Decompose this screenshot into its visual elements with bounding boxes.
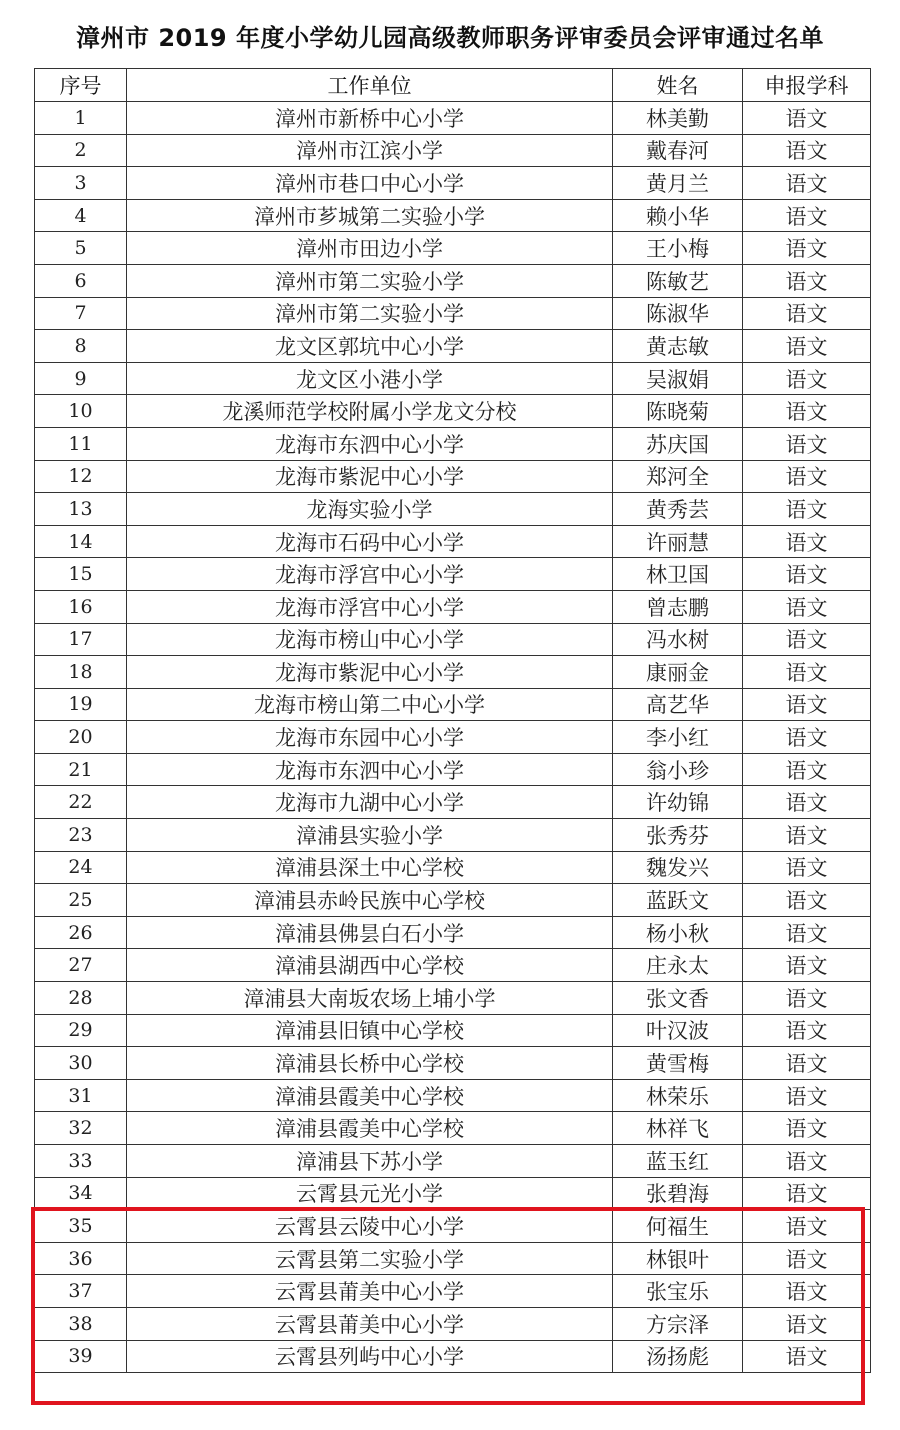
subject-cell: 语文 xyxy=(743,1340,871,1373)
teacher-name-cell: 赖小华 xyxy=(613,199,743,232)
serial-number-cell: 10 xyxy=(35,395,127,428)
subject-cell: 语文 xyxy=(743,753,871,786)
table-row xyxy=(35,656,871,689)
teacher-name-cell: 曾志鹏 xyxy=(613,590,743,623)
serial-number-cell: 14 xyxy=(35,525,127,558)
subject-cell: 语文 xyxy=(743,1275,871,1308)
subject-cell: 语文 xyxy=(743,525,871,558)
work-unit-cell: 漳浦县湖西中心学校 xyxy=(127,949,613,982)
teacher-name-cell: 林卫国 xyxy=(613,558,743,591)
subject-cell: 语文 xyxy=(743,884,871,917)
table-row xyxy=(35,688,871,721)
serial-number-cell: 17 xyxy=(35,623,127,656)
teacher-name-cell: 张碧海 xyxy=(613,1177,743,1210)
subject-cell: 语文 xyxy=(743,1145,871,1178)
work-unit-cell: 云霄县第二实验小学 xyxy=(127,1242,613,1275)
teacher-name-cell: 翁小珍 xyxy=(613,753,743,786)
subject-cell: 语文 xyxy=(743,167,871,200)
table-row xyxy=(35,1275,871,1308)
table-row xyxy=(35,1340,871,1373)
teacher-name-cell: 王小梅 xyxy=(613,232,743,265)
table-row xyxy=(35,1177,871,1210)
work-unit-cell: 漳浦县赤岭民族中心学校 xyxy=(127,884,613,917)
work-unit-cell: 漳浦县霞美中心学校 xyxy=(127,1079,613,1112)
serial-number-cell: 4 xyxy=(35,199,127,232)
teacher-name-cell: 康丽金 xyxy=(613,656,743,689)
work-unit-cell: 龙海市石码中心小学 xyxy=(127,525,613,558)
serial-number-cell: 33 xyxy=(35,1145,127,1178)
table-row xyxy=(35,134,871,167)
table-row xyxy=(35,558,871,591)
header-subject: 申报学科 xyxy=(743,69,871,102)
work-unit-cell: 漳浦县佛昙白石小学 xyxy=(127,916,613,949)
table-row xyxy=(35,721,871,754)
table-row xyxy=(35,819,871,852)
subject-cell: 语文 xyxy=(743,1177,871,1210)
work-unit-cell: 漳州市巷口中心小学 xyxy=(127,167,613,200)
work-unit-cell: 龙海市浮宫中心小学 xyxy=(127,558,613,591)
subject-cell: 语文 xyxy=(743,199,871,232)
teacher-name-cell: 陈晓菊 xyxy=(613,395,743,428)
work-unit-cell: 龙海市紫泥中心小学 xyxy=(127,656,613,689)
table-row xyxy=(35,1014,871,1047)
teacher-name-cell: 黄月兰 xyxy=(613,167,743,200)
header-work-unit: 工作单位 xyxy=(127,69,613,102)
subject-cell: 语文 xyxy=(743,851,871,884)
table-row xyxy=(35,167,871,200)
table-row xyxy=(35,753,871,786)
teacher-name-cell: 李小红 xyxy=(613,721,743,754)
serial-number-cell: 21 xyxy=(35,753,127,786)
teacher-name-cell: 何福生 xyxy=(613,1210,743,1243)
serial-number-cell: 16 xyxy=(35,590,127,623)
table-row xyxy=(35,851,871,884)
subject-cell: 语文 xyxy=(743,982,871,1015)
teacher-name-cell: 魏发兴 xyxy=(613,851,743,884)
table-row xyxy=(35,623,871,656)
work-unit-cell: 云霄县列屿中心小学 xyxy=(127,1340,613,1373)
teacher-name-cell: 许丽慧 xyxy=(613,525,743,558)
work-unit-cell: 云霄县元光小学 xyxy=(127,1177,613,1210)
teacher-name-cell: 林银叶 xyxy=(613,1242,743,1275)
work-unit-cell: 龙文区小港小学 xyxy=(127,362,613,395)
subject-cell: 语文 xyxy=(743,362,871,395)
subject-cell: 语文 xyxy=(743,264,871,297)
serial-number-cell: 6 xyxy=(35,264,127,297)
subject-cell: 语文 xyxy=(743,460,871,493)
work-unit-cell: 漳州市新桥中心小学 xyxy=(127,102,613,135)
table-row xyxy=(35,362,871,395)
table-row xyxy=(35,1112,871,1145)
table-row xyxy=(35,102,871,135)
subject-cell: 语文 xyxy=(743,1112,871,1145)
teacher-name-cell: 黄志敏 xyxy=(613,330,743,363)
serial-number-cell: 25 xyxy=(35,884,127,917)
table-row xyxy=(35,232,871,265)
table-row xyxy=(35,493,871,526)
table-row xyxy=(35,786,871,819)
work-unit-cell: 云霄县莆美中心小学 xyxy=(127,1275,613,1308)
teacher-name-cell: 林祥飞 xyxy=(613,1112,743,1145)
work-unit-cell: 龙海市东园中心小学 xyxy=(127,721,613,754)
header-serial-number: 序号 xyxy=(35,69,127,102)
subject-cell: 语文 xyxy=(743,102,871,135)
subject-cell: 语文 xyxy=(743,1210,871,1243)
subject-cell: 语文 xyxy=(743,1047,871,1080)
subject-cell: 语文 xyxy=(743,786,871,819)
serial-number-cell: 28 xyxy=(35,982,127,1015)
subject-cell: 语文 xyxy=(743,590,871,623)
table-row xyxy=(35,949,871,982)
subject-cell: 语文 xyxy=(743,916,871,949)
serial-number-cell: 19 xyxy=(35,688,127,721)
subject-cell: 语文 xyxy=(743,1014,871,1047)
work-unit-cell: 漳浦县下苏小学 xyxy=(127,1145,613,1178)
subject-cell: 语文 xyxy=(743,1079,871,1112)
teacher-name-cell: 郑河全 xyxy=(613,460,743,493)
teacher-name-cell: 庄永太 xyxy=(613,949,743,982)
subject-cell: 语文 xyxy=(743,688,871,721)
table-row xyxy=(35,1079,871,1112)
work-unit-cell: 龙海市九湖中心小学 xyxy=(127,786,613,819)
table-row xyxy=(35,982,871,1015)
work-unit-cell: 漳州市芗城第二实验小学 xyxy=(127,199,613,232)
header-row xyxy=(35,69,871,102)
work-unit-cell: 漳浦县深土中心学校 xyxy=(127,851,613,884)
serial-number-cell: 5 xyxy=(35,232,127,265)
teacher-name-cell: 黄秀芸 xyxy=(613,493,743,526)
serial-number-cell: 27 xyxy=(35,949,127,982)
table-header xyxy=(35,69,871,102)
teacher-name-cell: 汤扬彪 xyxy=(613,1340,743,1373)
work-unit-cell: 龙溪师范学校附属小学龙文分校 xyxy=(127,395,613,428)
serial-number-cell: 8 xyxy=(35,330,127,363)
work-unit-cell: 漳浦县旧镇中心学校 xyxy=(127,1014,613,1047)
teacher-name-cell: 高艺华 xyxy=(613,688,743,721)
work-unit-cell: 龙海市东泗中心小学 xyxy=(127,753,613,786)
work-unit-cell: 云霄县云陵中心小学 xyxy=(127,1210,613,1243)
table-body xyxy=(35,102,871,1373)
subject-cell: 语文 xyxy=(743,721,871,754)
teacher-name-cell: 叶汉波 xyxy=(613,1014,743,1047)
work-unit-cell: 龙海市榜山第二中心小学 xyxy=(127,688,613,721)
table-row xyxy=(35,590,871,623)
serial-number-cell: 37 xyxy=(35,1275,127,1308)
subject-cell: 语文 xyxy=(743,623,871,656)
teacher-name-cell: 吴淑娟 xyxy=(613,362,743,395)
teacher-name-cell: 张文香 xyxy=(613,982,743,1015)
work-unit-cell: 漳浦县长桥中心学校 xyxy=(127,1047,613,1080)
teacher-name-cell: 苏庆国 xyxy=(613,427,743,460)
subject-cell: 语文 xyxy=(743,427,871,460)
serial-number-cell: 39 xyxy=(35,1340,127,1373)
serial-number-cell: 12 xyxy=(35,460,127,493)
teacher-name-cell: 许幼锦 xyxy=(613,786,743,819)
teacher-name-cell: 戴春河 xyxy=(613,134,743,167)
table-row xyxy=(35,395,871,428)
serial-number-cell: 15 xyxy=(35,558,127,591)
table-row xyxy=(35,297,871,330)
work-unit-cell: 漳州市第二实验小学 xyxy=(127,297,613,330)
serial-number-cell: 34 xyxy=(35,1177,127,1210)
work-unit-cell: 龙文区郭坑中心小学 xyxy=(127,330,613,363)
subject-cell: 语文 xyxy=(743,134,871,167)
teacher-name-cell: 张宝乐 xyxy=(613,1275,743,1308)
teacher-name-cell: 方宗泽 xyxy=(613,1307,743,1340)
work-unit-cell: 云霄县莆美中心小学 xyxy=(127,1307,613,1340)
subject-cell: 语文 xyxy=(743,493,871,526)
table-row xyxy=(35,330,871,363)
serial-number-cell: 24 xyxy=(35,851,127,884)
work-unit-cell: 龙海市榜山中心小学 xyxy=(127,623,613,656)
serial-number-cell: 18 xyxy=(35,656,127,689)
document-title: 漳州市 2019 年度小学幼儿园高级教师职务评审委员会评审通过名单 xyxy=(75,24,824,52)
roster-table xyxy=(34,68,871,1373)
teacher-name-cell: 蓝跃文 xyxy=(613,884,743,917)
subject-cell: 语文 xyxy=(743,330,871,363)
teacher-name-cell: 林荣乐 xyxy=(613,1079,743,1112)
serial-number-cell: 3 xyxy=(35,167,127,200)
subject-cell: 语文 xyxy=(743,297,871,330)
table-row xyxy=(35,916,871,949)
work-unit-cell: 漳浦县实验小学 xyxy=(127,819,613,852)
table-row xyxy=(35,1307,871,1340)
teacher-name-cell: 冯水树 xyxy=(613,623,743,656)
table-row xyxy=(35,264,871,297)
work-unit-cell: 漳浦县霞美中心学校 xyxy=(127,1112,613,1145)
teacher-name-cell: 林美勤 xyxy=(613,102,743,135)
serial-number-cell: 1 xyxy=(35,102,127,135)
serial-number-cell: 36 xyxy=(35,1242,127,1275)
work-unit-cell: 龙海实验小学 xyxy=(127,493,613,526)
header-name: 姓名 xyxy=(613,69,743,102)
work-unit-cell: 漳州市田边小学 xyxy=(127,232,613,265)
work-unit-cell: 龙海市东泗中心小学 xyxy=(127,427,613,460)
serial-number-cell: 13 xyxy=(35,493,127,526)
serial-number-cell: 9 xyxy=(35,362,127,395)
subject-cell: 语文 xyxy=(743,1307,871,1340)
work-unit-cell: 龙海市浮宫中心小学 xyxy=(127,590,613,623)
work-unit-cell: 漳州市江滨小学 xyxy=(127,134,613,167)
serial-number-cell: 20 xyxy=(35,721,127,754)
serial-number-cell: 26 xyxy=(35,916,127,949)
teacher-name-cell: 杨小秋 xyxy=(613,916,743,949)
table-row xyxy=(35,1145,871,1178)
subject-cell: 语文 xyxy=(743,558,871,591)
table-row xyxy=(35,460,871,493)
teacher-name-cell: 陈敏艺 xyxy=(613,264,743,297)
serial-number-cell: 2 xyxy=(35,134,127,167)
serial-number-cell: 7 xyxy=(35,297,127,330)
teacher-name-cell: 蓝玉红 xyxy=(613,1145,743,1178)
serial-number-cell: 35 xyxy=(35,1210,127,1243)
table-row xyxy=(35,1242,871,1275)
serial-number-cell: 30 xyxy=(35,1047,127,1080)
table-row xyxy=(35,427,871,460)
teacher-name-cell: 张秀芬 xyxy=(613,819,743,852)
serial-number-cell: 31 xyxy=(35,1079,127,1112)
serial-number-cell: 29 xyxy=(35,1014,127,1047)
table-row xyxy=(35,884,871,917)
work-unit-cell: 龙海市紫泥中心小学 xyxy=(127,460,613,493)
subject-cell: 语文 xyxy=(743,1242,871,1275)
teacher-name-cell: 黄雪梅 xyxy=(613,1047,743,1080)
subject-cell: 语文 xyxy=(743,656,871,689)
table-row xyxy=(35,199,871,232)
subject-cell: 语文 xyxy=(743,819,871,852)
work-unit-cell: 漳州市第二实验小学 xyxy=(127,264,613,297)
subject-cell: 语文 xyxy=(743,232,871,265)
serial-number-cell: 38 xyxy=(35,1307,127,1340)
serial-number-cell: 32 xyxy=(35,1112,127,1145)
table-row xyxy=(35,525,871,558)
work-unit-cell: 漳浦县大南坂农场上埔小学 xyxy=(127,982,613,1015)
teacher-name-cell: 陈淑华 xyxy=(613,297,743,330)
subject-cell: 语文 xyxy=(743,949,871,982)
serial-number-cell: 22 xyxy=(35,786,127,819)
serial-number-cell: 11 xyxy=(35,427,127,460)
serial-number-cell: 23 xyxy=(35,819,127,852)
subject-cell: 语文 xyxy=(743,395,871,428)
table-row xyxy=(35,1047,871,1080)
table-row xyxy=(35,1210,871,1243)
